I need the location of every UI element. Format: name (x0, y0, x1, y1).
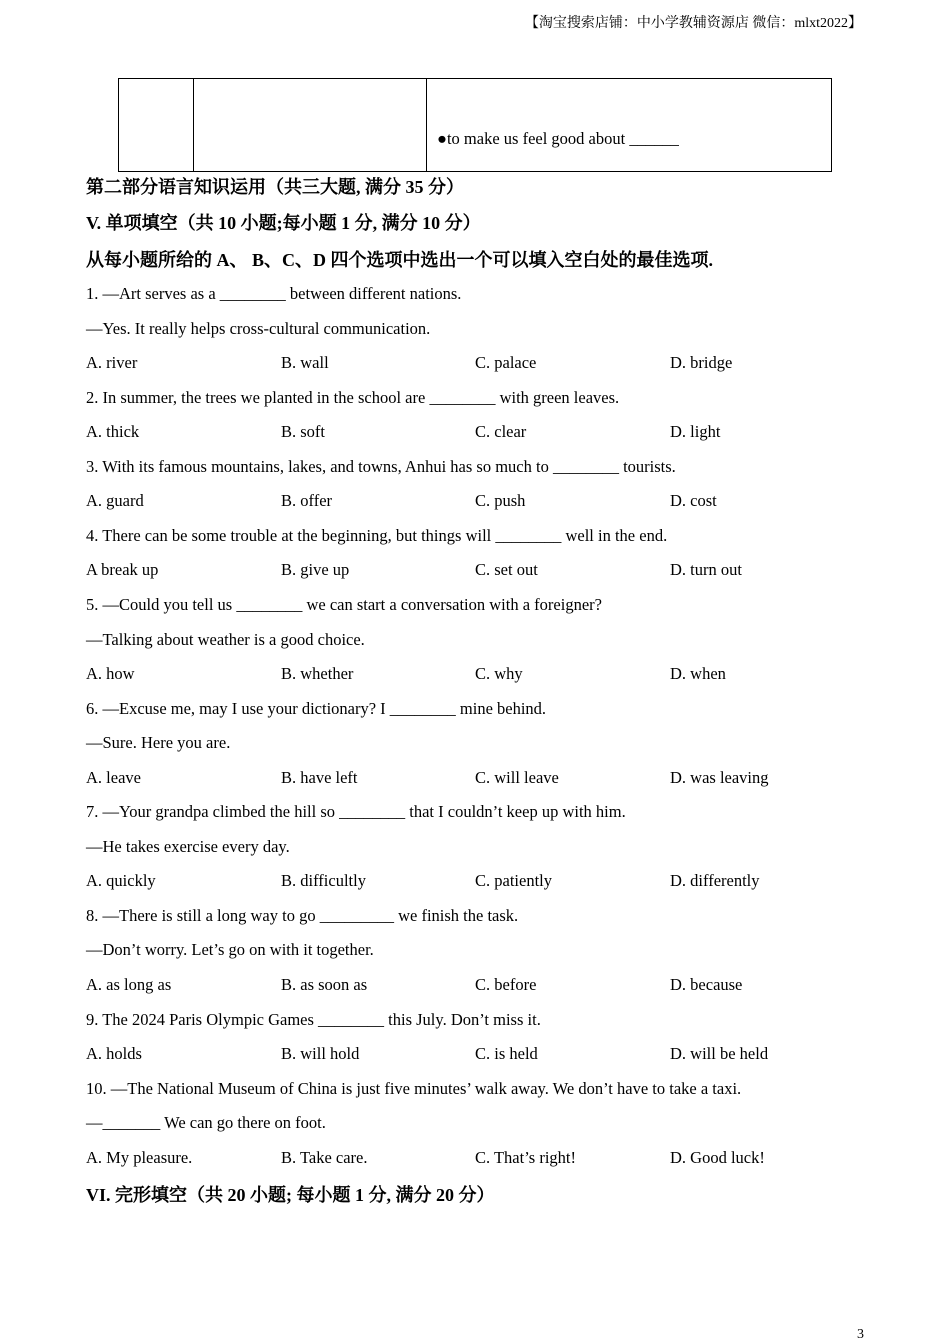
table-cell-3 (427, 79, 832, 172)
question-5-option-b: B. whether (281, 664, 354, 683)
question-5-line-1: 5. —Could you tell us ________ we can start a conversation with a foreigner? (86, 595, 602, 614)
question-10-option-c: C. That’s right! (475, 1148, 576, 1167)
question-9-line-1: 9. The 2024 Paris Olympic Games ________ this July. Don’t miss it. (86, 1010, 541, 1029)
part2-title: 第二部分语言知识运用（共三大题, 满分 35 分） (86, 177, 464, 197)
question-5-option-c: C. why (475, 664, 523, 683)
question-10-option-a: A. My pleasure. (86, 1148, 193, 1167)
question-9-option-c: C. is held (475, 1044, 538, 1063)
question-7-option-c: C. patiently (475, 871, 552, 890)
question-9-option-d: D. will be held (670, 1044, 769, 1063)
question-8-option-d: D. because (670, 975, 743, 994)
question-10-line-2: —_______ We can go there on foot. (86, 1113, 326, 1132)
question-10-line-1: 10. —The National Museum of China is just five minutes’ walk away. We don’t have to take a taxi. (86, 1079, 742, 1098)
question-2-line-1: 2. In summer, the trees we planted in the school are ________ with green leaves. (86, 388, 620, 407)
page-number: 3 (857, 1327, 864, 1342)
question-7-option-a: A. quickly (86, 871, 156, 890)
question-6-option-b: B. have left (281, 768, 358, 787)
question-7-option-d: D. differently (670, 871, 760, 890)
question-4-option-a: A break up (86, 560, 159, 579)
question-8-option-c: C. before (475, 975, 537, 994)
table-cell-text: ●to make us feel good about ______ (437, 129, 679, 148)
question-8-option-a: A. as long as (86, 975, 172, 994)
question-9-option-a: A. holds (86, 1044, 142, 1063)
table-cell-2 (194, 79, 427, 172)
question-10-option-b: B. Take care. (281, 1148, 368, 1167)
question-7-option-b: B. difficultly (281, 871, 366, 890)
section5-title: V. 单项填空（共 10 小题;每小题 1 分, 满分 10 分） (86, 213, 481, 233)
question-6-line-2: —Sure. Here you are. (86, 733, 231, 752)
question-1-option-c: C. palace (475, 353, 537, 372)
question-6-option-a: A. leave (86, 768, 141, 787)
question-1-line-1: 1. —Art serves as a ________ between different nations. (86, 284, 462, 303)
question-2-option-c: C. clear (475, 422, 527, 441)
question-3-option-b: B. offer (281, 491, 333, 510)
question-4-option-d: D. turn out (670, 560, 742, 579)
header-note: 【淘宝搜索店铺：中小学教辅资源店 微信：mlxt2022】 (524, 16, 862, 31)
question-3-option-d: D. cost (670, 491, 717, 510)
question-6-line-1: 6. —Excuse me, may I use your dictionary? I ________ mine behind. (86, 699, 547, 718)
question-1-option-a: A. river (86, 353, 138, 372)
question-7-line-2: —He takes exercise every day. (86, 837, 290, 856)
question-2-option-b: B. soft (281, 422, 326, 441)
question-9-option-b: B. will hold (281, 1044, 360, 1063)
question-10-option-d: D. Good luck! (670, 1148, 765, 1167)
question-3-option-a: A. guard (86, 491, 144, 510)
table-fragment (118, 78, 832, 172)
section6-title: VI. 完形填空（共 20 小题; 每小题 1 分, 满分 20 分） (86, 1185, 495, 1205)
question-5-option-d: D. when (670, 664, 726, 683)
question-3-line-1: 3. With its famous mountains, lakes, and towns, Anhui has so much to ________ tourists. (86, 457, 676, 476)
question-1-option-b: B. wall (281, 353, 329, 372)
question-6-option-c: C. will leave (475, 768, 559, 787)
table-cell-1 (119, 79, 194, 172)
question-5-line-2: —Talking about weather is a good choice. (86, 630, 365, 649)
question-2-option-d: D. light (670, 422, 721, 441)
section5-instruction: 从每小题所给的 A、 B、C、D 四个选项中选出一个可以填入空白处的最佳选项. (86, 250, 713, 270)
question-6-option-d: D. was leaving (670, 768, 769, 787)
question-5-option-a: A. how (86, 664, 135, 683)
question-8-line-2: —Don’t worry. Let’s go on with it together. (86, 940, 374, 959)
question-3-option-c: C. push (475, 491, 526, 510)
question-4-option-b: B. give up (281, 560, 350, 579)
question-7-line-1: 7. —Your grandpa climbed the hill so ________ that I couldn’t keep up with him. (86, 802, 626, 821)
question-8-option-b: B. as soon as (281, 975, 368, 994)
question-4-line-1: 4. There can be some trouble at the beginning, but things will ________ well in the end. (86, 526, 668, 545)
question-8-line-1: 8. —There is still a long way to go _________ we finish the task. (86, 906, 519, 925)
question-1-line-2: —Yes. It really helps cross-cultural communication. (86, 319, 431, 338)
question-2-option-a: A. thick (86, 422, 140, 441)
question-1-option-d: D. bridge (670, 353, 733, 372)
question-4-option-c: C. set out (475, 560, 538, 579)
